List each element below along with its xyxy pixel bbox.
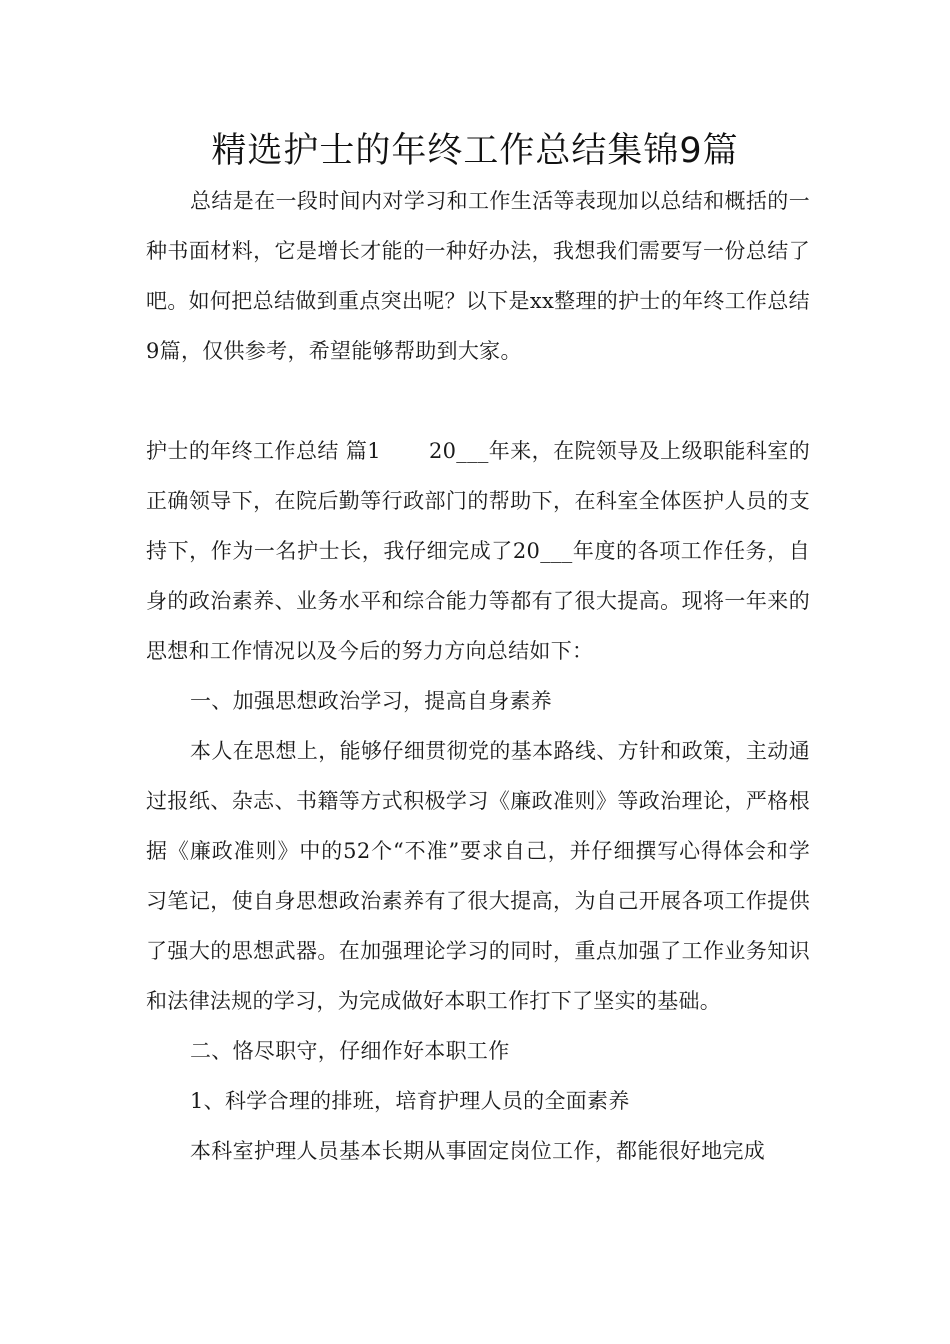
subheading-2: 二、恪尽职守，仔细作好本职工作 <box>190 1039 510 1063</box>
section-heading: 护士的年终工作总结 篇1 <box>146 439 381 463</box>
body-paragraph-2: 本科室护理人员基本长期从事固定岗位工作，都能很好地完成 <box>190 1139 766 1163</box>
section-opening-text: 20___年来，在院领导及上级职能科室的正确领导下，在院后勤等行政部门的帮助下，在科室全体医护人员的支持下，作为一名护士长，我仔细完成了20___年度的各项工作任务，自身的政治素养、业务水平和综合能力等都有了很大提高。现将一年来的思想和工作情况以及今后的努力方向总结如下： <box>146 439 810 663</box>
document-body <box>146 176 810 1176</box>
document-title: 精选护士的年终工作总结集锦9篇 <box>211 131 739 171</box>
paragraph-gap <box>146 376 810 426</box>
section-1-paragraph <box>146 426 810 676</box>
subheading-1: 一、加强思想政治学习，提高自身素养 <box>190 689 553 713</box>
subheading-2-1: 1、科学合理的排班，培育护理人员的全面素养 <box>190 1089 630 1113</box>
body-paragraph-1: 本人在思想上，能够仔细贯彻党的基本路线、方针和政策，主动通过报纸、杂志、书籍等方式积极学习《廉政准则》等政治理论，严格根据《廉政准则》中的52个“不准”要求自己，并仔细撰写心得体会和学习笔记，使自身思想政治素养有了很大提高，为自己开展各项工作提供了强大的思想武器。在加强理论学习的同时，重点加强了工作业务知识和法律法规的学习，为完成做好本职工作打下了坚实的基础。 <box>146 739 810 1013</box>
intro-paragraph: 总结是在一段时间内对学习和工作生活等表现加以总结和概括的一种书面材料，它是增长才能的一种好办法，我想我们需要写一份总结了吧。如何把总结做到重点突出呢？以下是xx整理的护士的年终工作总结9篇，仅供参考，希望能够帮助到大家。 <box>146 189 810 363</box>
